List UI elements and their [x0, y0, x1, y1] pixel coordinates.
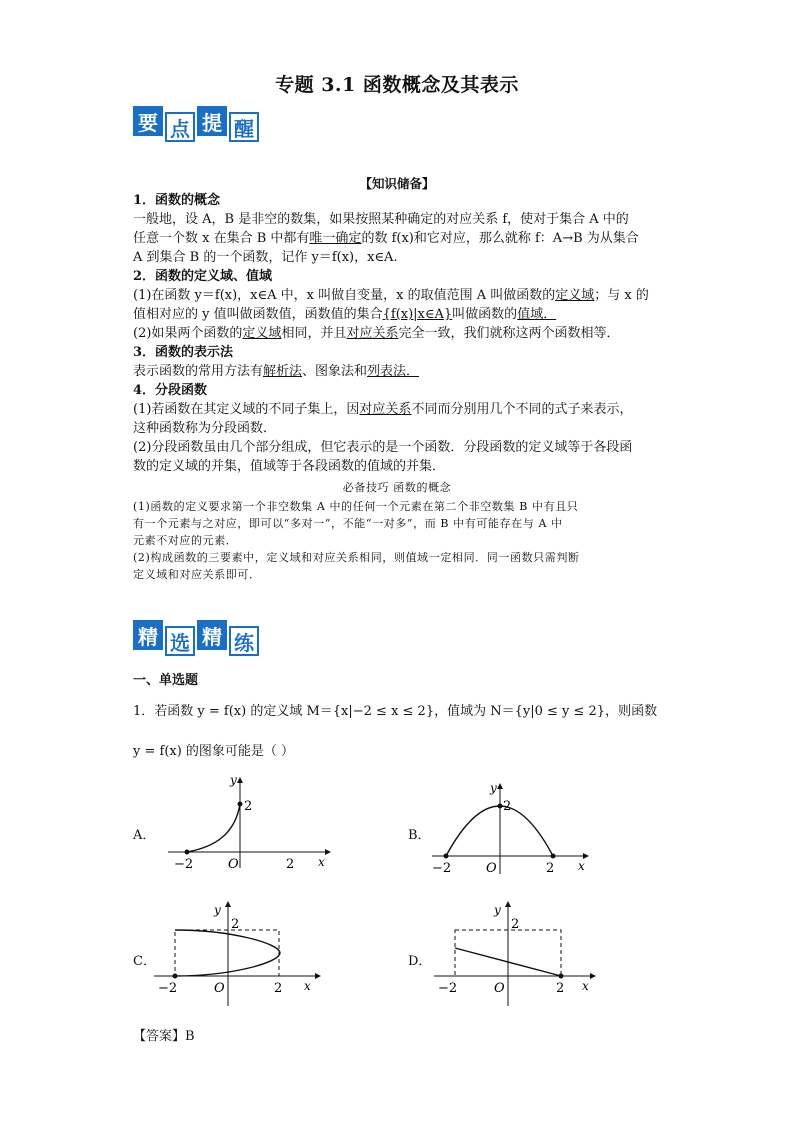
- text-line: (1)函数的定义要求第一个非空数集 A 中的任何一个元素在第二个非空数集 B 中有且只: [133, 500, 579, 513]
- curve: [187, 804, 240, 852]
- option-label-d: D．: [408, 954, 432, 969]
- text-line: (2)如果两个函数的定义域相同，并且对应关系完全一致，我们就称这两个函数相等．: [133, 326, 620, 341]
- page-title: 专题 3.1 函数概念及其表示: [275, 74, 519, 96]
- badge-char: 醒: [229, 112, 259, 142]
- text-line: 数的定义域的并集，值域等于各段函数的值域的并集．: [133, 459, 446, 474]
- tick-label: 2: [274, 981, 283, 996]
- y-label: y: [494, 903, 501, 917]
- knowledge-body: [133, 191, 673, 476]
- badge-char: 精: [197, 620, 227, 650]
- y-label: y: [214, 903, 221, 917]
- y-label: y: [490, 781, 497, 795]
- endpoint: [551, 854, 556, 859]
- text-line: 定义域和对应关系即可．: [133, 568, 261, 581]
- text-line: (2)分段函数虽由几个部分组成，但它表示的是一个函数．分段函数的定义域等于各段函: [133, 440, 633, 455]
- text-line: (2)构成函数的三要素中，定义域和对应关系相同，则值域一定相同．同一函数只需判断: [133, 551, 580, 564]
- tick-label: 2: [244, 799, 253, 814]
- tick-label: 2: [511, 917, 520, 932]
- knowledge-header: 【知识储备】: [359, 176, 435, 191]
- option-label-a: A．: [133, 828, 156, 843]
- badge-char: 要: [133, 106, 163, 136]
- section-heading: 4．分段函数: [133, 383, 208, 398]
- x-label: x: [304, 979, 311, 993]
- text-line: (1)若函数在其定义域的不同子集上，因对应关系不同而分别用几个不同的式子来表示，: [133, 402, 633, 417]
- badge-char: 精: [133, 620, 163, 650]
- question-line: 1．若函数 y = f(x) 的定义域 M＝{x|−2 ≤ x ≤ 2}，值域为 N＝{y|0 ≤ y ≤ 2}，则函数: [133, 704, 658, 719]
- endpoint: [559, 974, 564, 979]
- text-line: 值相对应的 y 值叫做函数值，函数值的集合{f(x)|x∈A}叫做函数的值域．: [133, 307, 557, 322]
- option-label-b: B．: [408, 828, 431, 843]
- text-line: 这种函数称为分段函数．: [133, 421, 277, 436]
- section-badge-key-points: [133, 106, 259, 142]
- tick-label: 2: [556, 981, 565, 996]
- section-badge-practice: [133, 620, 259, 656]
- answer-text: 【答案】B: [133, 1029, 195, 1044]
- question-line: y = f(x) 的图象可能是（ ）: [133, 744, 295, 759]
- endpoint: [444, 854, 449, 859]
- graph-option-d: [430, 898, 605, 1010]
- y-label: y: [230, 773, 237, 787]
- x-label: x: [318, 855, 325, 869]
- text-line: 一般地，设 A，B 是非空的数集，如果按照某种确定的对应关系 f，使对于集合 A 中的: [133, 212, 629, 227]
- origin-label: O: [486, 861, 497, 876]
- vertex-point: [498, 804, 503, 809]
- x-label: x: [582, 979, 589, 993]
- graph-option-c: [150, 898, 330, 1010]
- section-heading: 2．函数的定义域、值域: [133, 269, 273, 284]
- tick-label: 2: [286, 857, 295, 872]
- section-heading: 一、单选题: [133, 673, 199, 688]
- text-line: 表示函数的常用方法有解析法、图象法和列表法．: [133, 364, 420, 379]
- badge-char: 提: [197, 106, 227, 136]
- tick-label: −2: [174, 857, 194, 872]
- tips-header: 必备技巧 函数的概念: [342, 481, 452, 494]
- graph-option-b: [428, 778, 598, 878]
- badge-char: 选: [165, 626, 195, 656]
- tick-label: 2: [546, 861, 555, 876]
- tips-body: [133, 498, 673, 583]
- tick-label: −2: [432, 861, 452, 876]
- section-heading: 3．函数的表示法: [133, 345, 234, 360]
- tick-label: 2: [231, 917, 240, 932]
- graph-option-a: [160, 772, 340, 872]
- origin-label: O: [494, 981, 505, 996]
- endpoint: [185, 850, 190, 855]
- badge-char: 练: [229, 626, 259, 656]
- text-line: 任意一个数 x 在集合 B 中都有唯一确定的数 f(x)和它对应，那么就称 f：A→B 为从集合: [133, 231, 639, 246]
- x-label: x: [578, 859, 585, 873]
- tick-label: −2: [158, 981, 178, 996]
- origin-label: O: [228, 857, 239, 872]
- endpoint: [173, 974, 178, 979]
- origin-label: O: [214, 981, 225, 996]
- tick-label: 2: [503, 799, 512, 814]
- text-line: 有一个元素与之对应，即可以“多对一”，不能“一对多”，而 B 中有可能存在与 A 中: [133, 517, 563, 530]
- text-line: (1)在函数 y＝f(x)，x∈A 中，x 叫做自变量，x 的取值范围 A 叫做函数的定义域；与 x 的: [133, 288, 649, 303]
- text-line: 元素不对应的元素．: [133, 534, 238, 547]
- tick-label: −2: [438, 981, 458, 996]
- badge-char: 点: [165, 112, 195, 142]
- option-label-c: C．: [133, 954, 156, 969]
- section-heading: 1．函数的概念: [133, 193, 221, 208]
- endpoint: [238, 802, 243, 807]
- text-line: A 到集合 B 的一个函数，记作 y＝f(x)，x∈A.: [133, 250, 398, 265]
- dashed-box: [175, 930, 279, 976]
